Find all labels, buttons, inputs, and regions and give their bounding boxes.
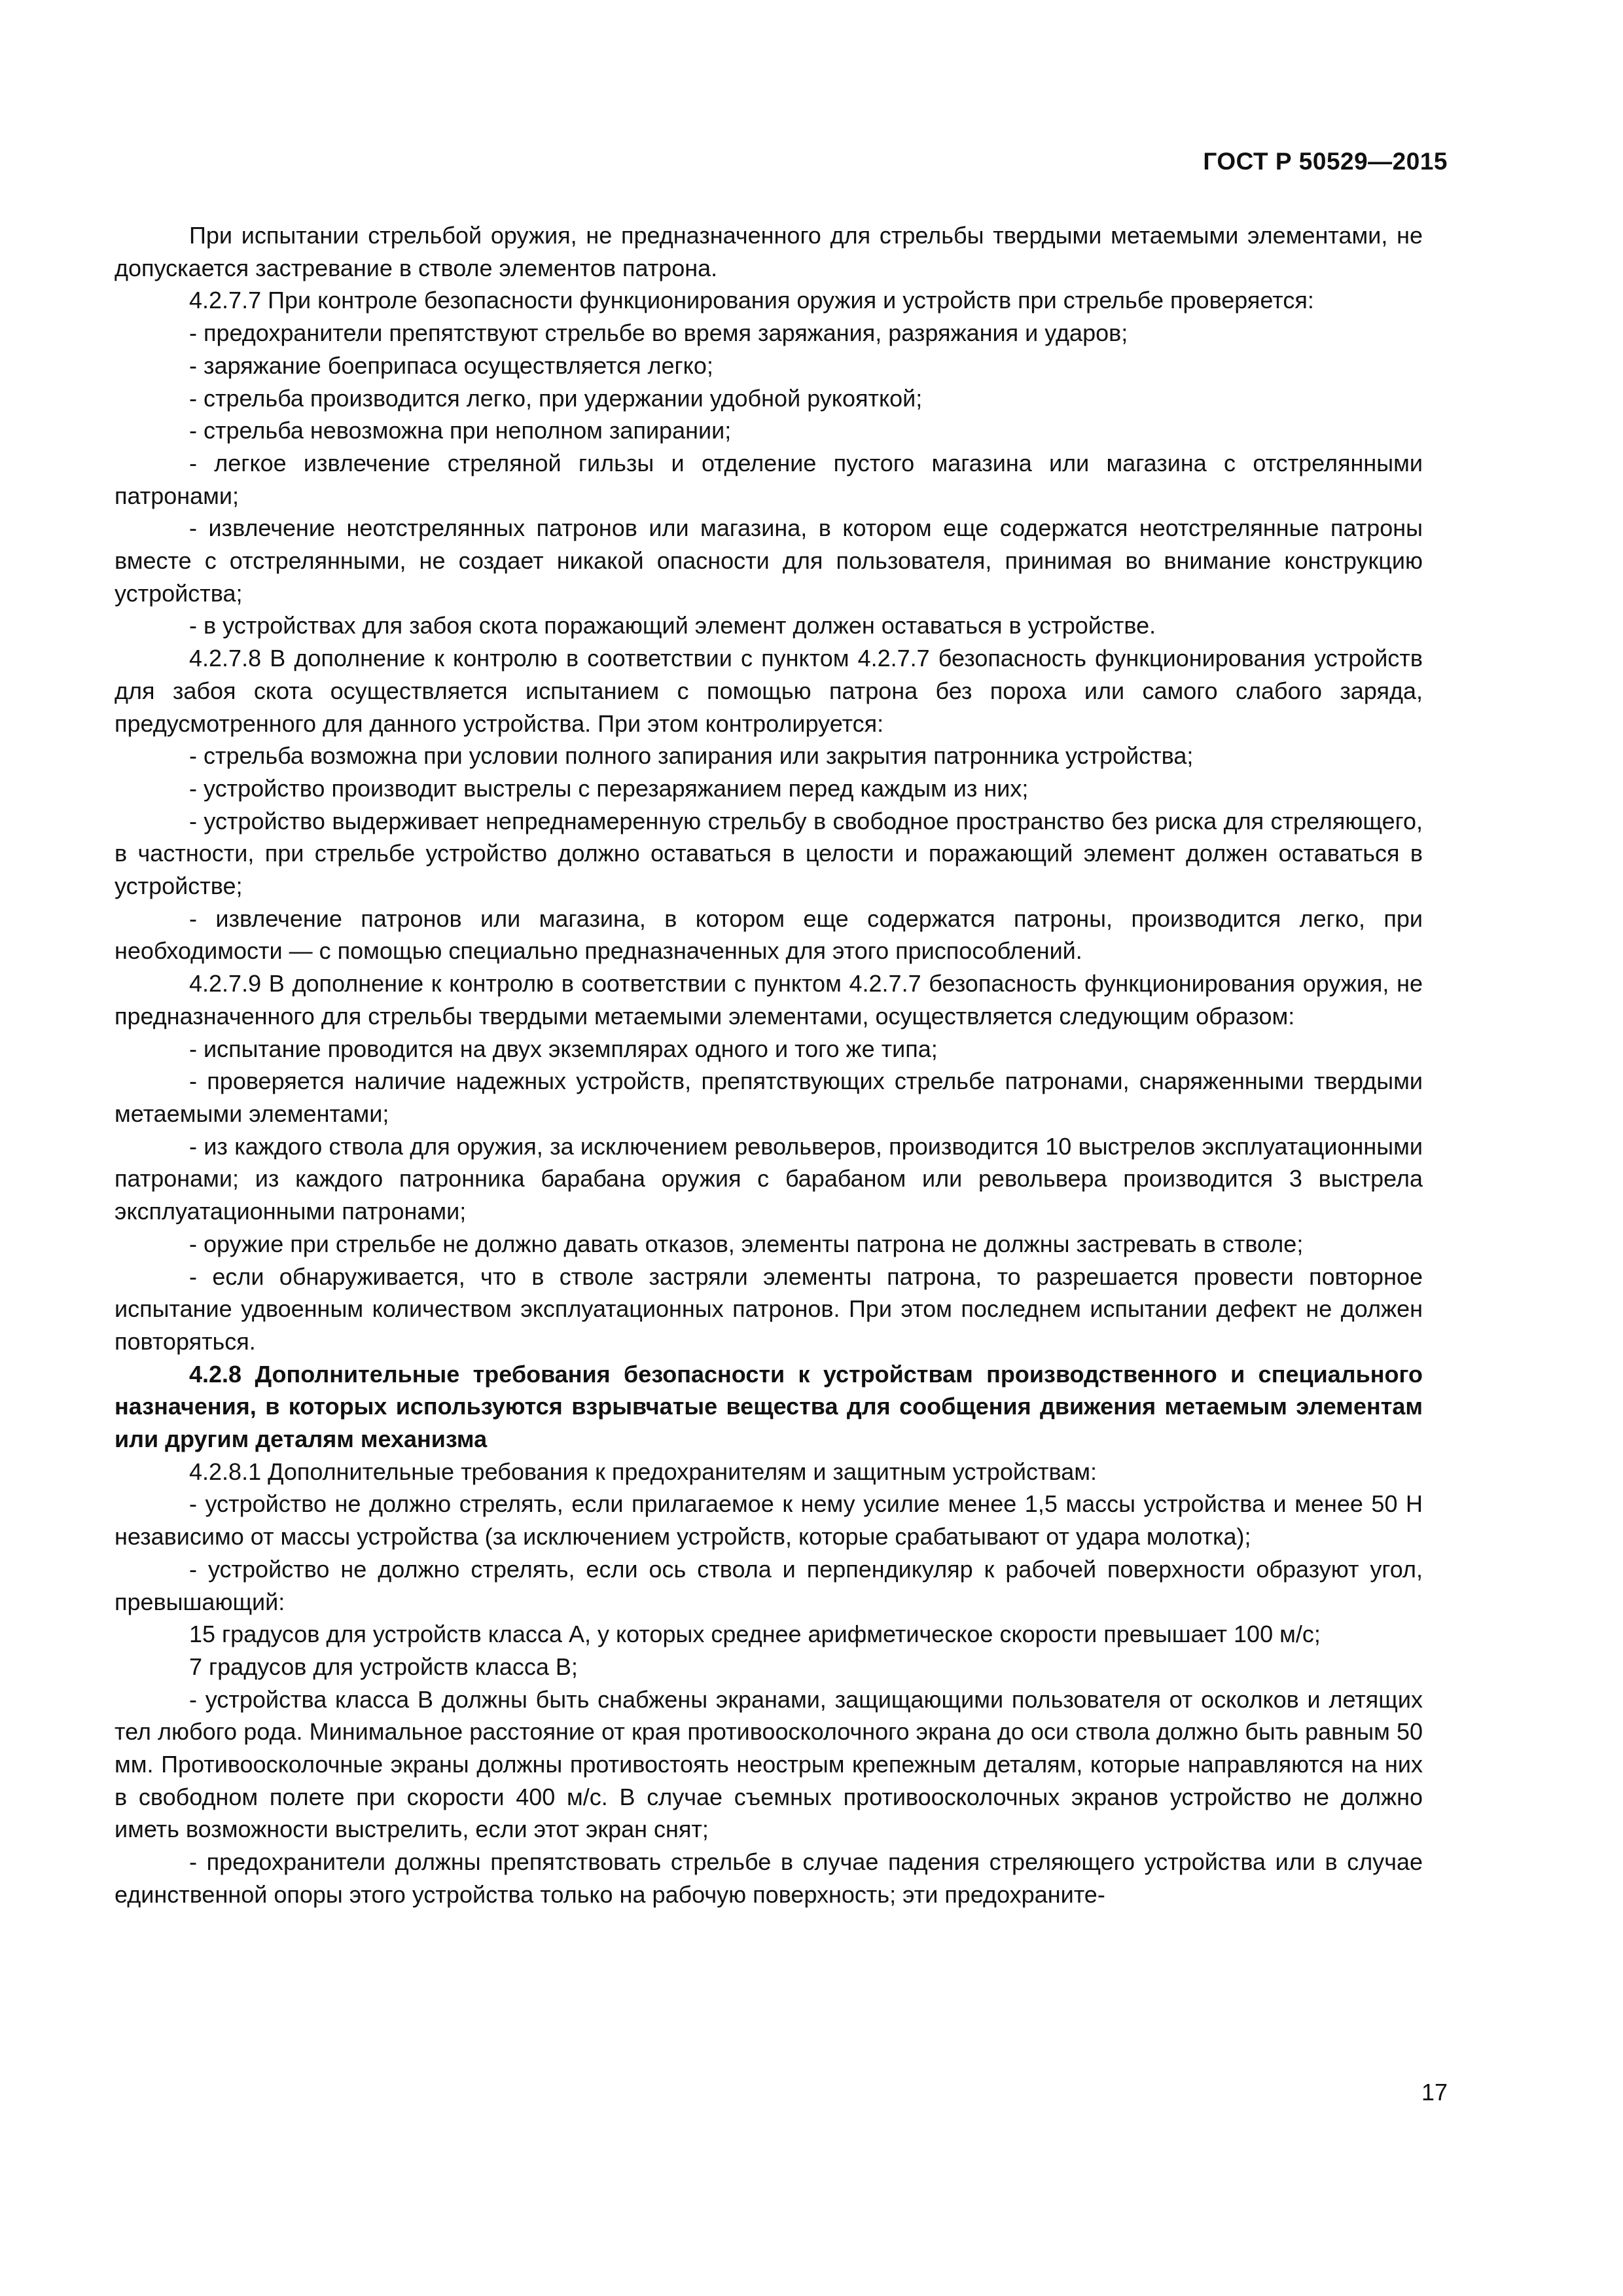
- section-heading: 4.2.8 Дополнительные требования безопасности к устройствам производственного и специального назначения, в которых используются взрывчатые вещества для сообщения движения метаемым элементам или другим деталям механизма: [115, 1360, 1423, 1453]
- list-item: - если обнаруживается, что в стволе застряли элементы патрона, то разрешается провести повторное испытание удвоенным количеством эксплуатационных патронов. При этом последнем испытании дефект не должен повторяться.: [115, 1263, 1423, 1355]
- paragraph: 4.2.7.8 В дополнение к контролю в соответствии с пунктом 4.2.7.7 безопасность функционирования устройств для забоя скота осуществляется испытанием с помощью патрона без пороха или самого слабого заряда, предусмотренного для данного устройства. При этом контролируется:: [115, 645, 1423, 737]
- paragraph: 15 градусов для устройств класса А, у которых среднее арифметическое скорости превышает 100 м/с;: [189, 1621, 1321, 1648]
- list-item: - заряжание боеприпаса осуществляется легко;: [189, 351, 713, 379]
- paragraph: 7 градусов для устройств класса В;: [189, 1653, 578, 1680]
- list-item: - устройство не должно стрелять, если прилагаемое к нему усилие менее 1,5 массы устройства и менее 50 Н независимо от массы устройства (за исключением устройств, которые срабатывают от удара молотка);: [115, 1490, 1423, 1551]
- list-item: - устройство выдерживает непреднамеренную стрельбу в свободное пространство без риска для стреляющего, в частности, при стрельбе устройство должно оставаться в целости и поражающий элемент должен оставаться в устройстве;: [115, 807, 1423, 900]
- list-item: - испытание проводится на двух экземплярах одного и того же типа;: [189, 1035, 938, 1062]
- list-item: - оружие при стрельбе не должно давать отказов, элементы патрона не должны застревать в стволе;: [189, 1230, 1304, 1257]
- paragraph: 4.2.7.7 При контроле безопасности функционирования оружия и устройств при стрельбе проверяется:: [189, 287, 1314, 314]
- document-body: [115, 219, 1423, 1911]
- list-item: - стрельба производится легко, при удержании удобной рукояткой;: [189, 384, 923, 412]
- list-item: - устройство не должно стрелять, если ось ствола и перпендикуляр к рабочей поверхности образуют угол, превышающий:: [115, 1555, 1423, 1615]
- list-item: - стрельба невозможна при неполном запирании;: [189, 417, 732, 444]
- list-item: - в устройствах для забоя скота поражающий элемент должен оставаться в устройстве.: [189, 612, 1156, 639]
- page-number: 17: [1421, 2079, 1448, 2106]
- list-item: - извлечение патронов или магазина, в котором еще содержатся патроны, производится легко, при необходимости — с помощью специально предназначенных для этого приспособлений.: [115, 905, 1423, 965]
- paragraph: 4.2.7.9 В дополнение к контролю в соответствии с пунктом 4.2.7.7 безопасность функционирования оружия, не предназначенного для стрельбы твердыми метаемыми элементами, осуществляется следующим образом:: [115, 970, 1423, 1030]
- paragraph: 4.2.8.1 Дополнительные требования к предохранителям и защитным устройствам:: [189, 1458, 1097, 1485]
- list-item: - устройство производит выстрелы с перезаряжанием перед каждым из них;: [189, 774, 1029, 802]
- standard-header: ГОСТ Р 50529—2015: [1203, 148, 1448, 175]
- list-item: - предохранители должны препятствовать стрельбе в случае падения стреляющего устройства или в случае единственной опоры этого устройства только на рабочую поверхность; эти предохраните-: [115, 1848, 1423, 1908]
- list-item: - из каждого ствола для оружия, за исключением револьверов, производится 10 выстрелов эксплуатационными патронами; из каждого патронника барабана оружия с барабаном или револьвера производится 3 выстрела эксплуатационными патронами;: [115, 1132, 1423, 1225]
- list-item: - легкое извлечение стреляной гильзы и отделение пустого магазина или магазина с отстрелянными патронами;: [115, 449, 1423, 509]
- list-item: - проверяется наличие надежных устройств, препятствующих стрельбе патронами, снаряженными твердыми метаемыми элементами;: [115, 1067, 1423, 1127]
- list-item: - стрельба возможна при условии полного запирания или закрытия патронника устройства;: [189, 742, 1194, 770]
- paragraph: При испытании стрельбой оружия, не предназначенного для стрельбы твердыми метаемыми элементами, не допускается застревание в стволе элементов патрона.: [115, 222, 1423, 281]
- list-item: - предохранители препятствуют стрельбе во время заряжания, разряжания и ударов;: [189, 319, 1128, 347]
- list-item: - извлечение неотстрелянных патронов или магазина, в котором еще содержатся неотстрелянные патроны вместе с отстрелянными, не создает никакой опасности для пользователя, принимая во внимание конструкцию устройства;: [115, 514, 1423, 607]
- list-item: - устройства класса В должны быть снабжены экранами, защищающими пользователя от осколков и летящих тел любого рода. Минимальное расстояние от края противоосколочного экрана до оси ствола должно быть равным 50 мм. Противоосколочные экраны должны противостоять неострым крепежным деталям, которые направляются на них в свободном полете при скорости 400 м/с. В случае съемных противоосколочных экранов устройство не должно иметь возможности выстрелить, если этот экран снят;: [115, 1685, 1423, 1843]
